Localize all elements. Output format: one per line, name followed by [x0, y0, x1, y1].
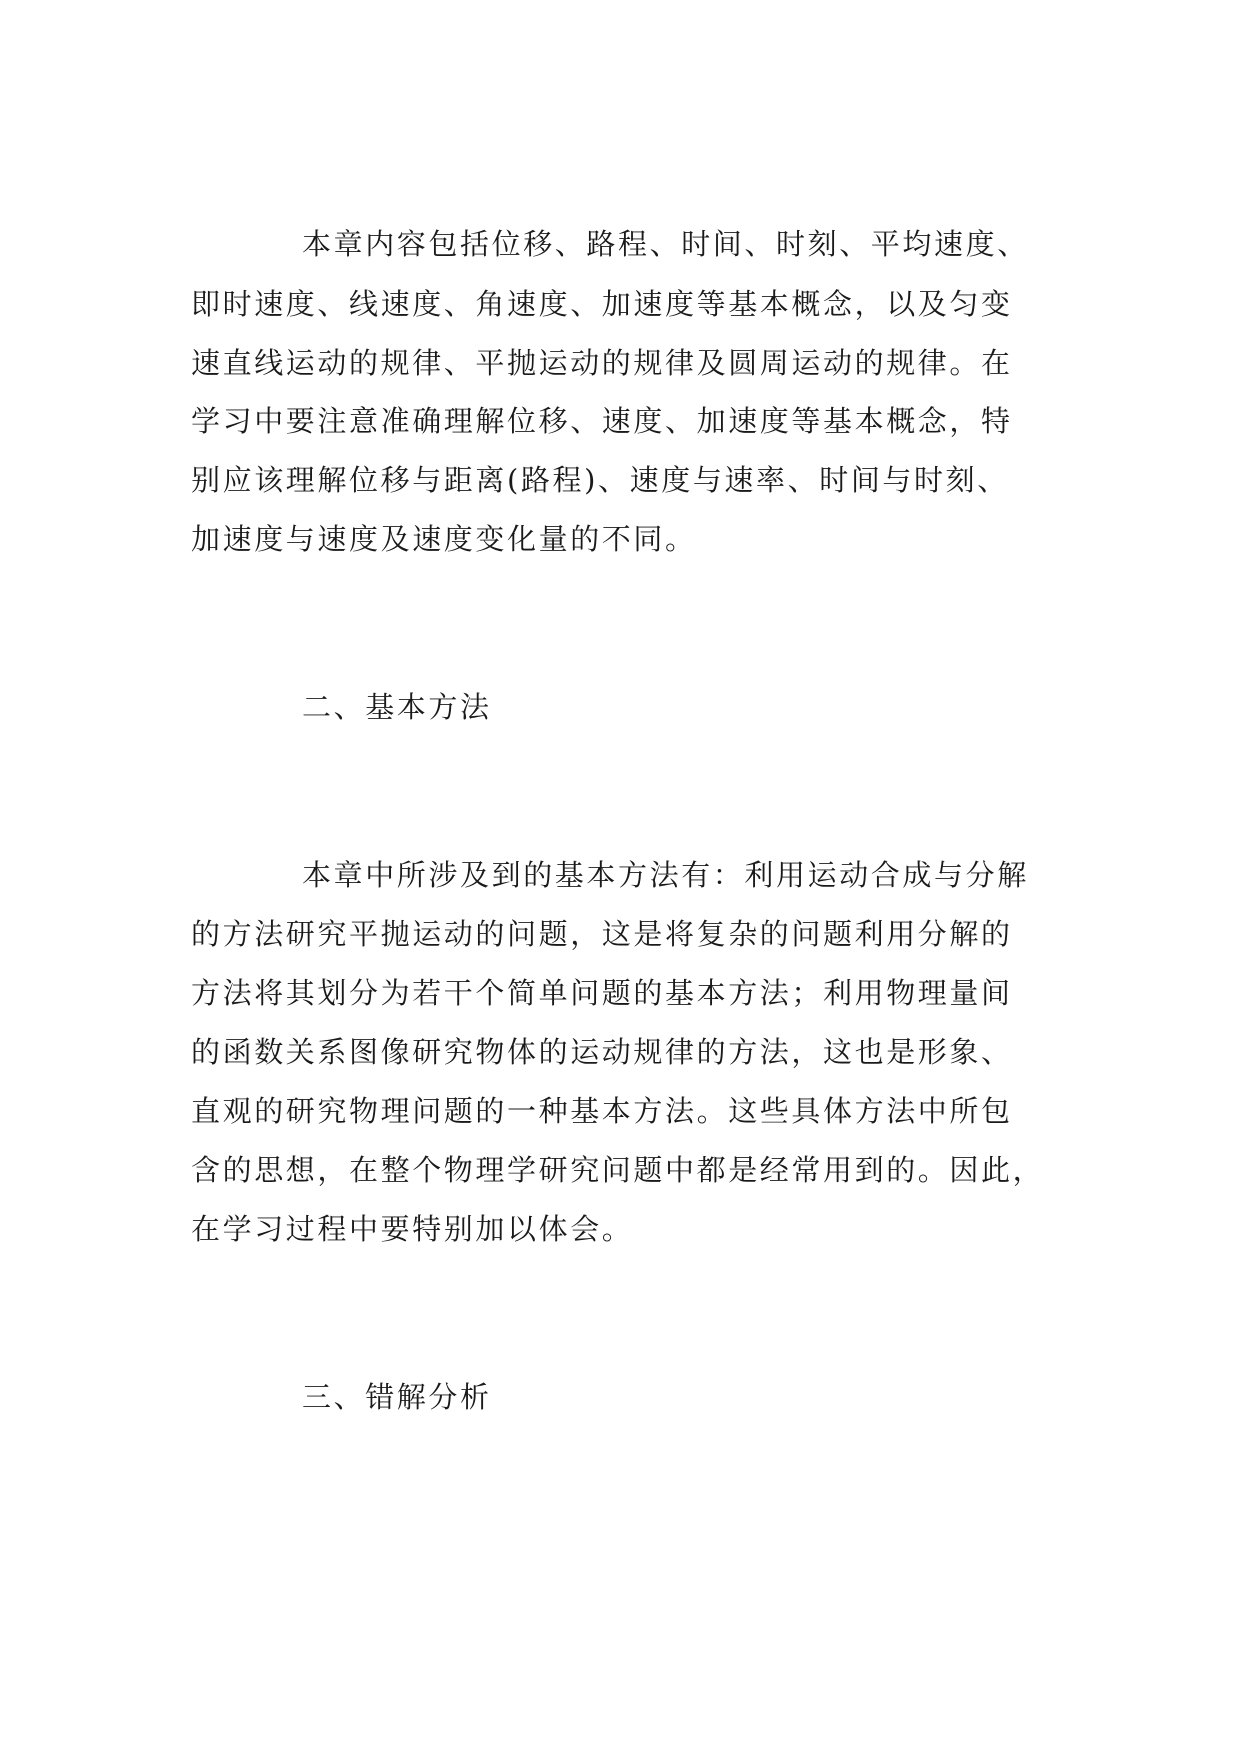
paragraph-line: 方法将其划分为若干个简单问题的基本方法；利用物理量间: [191, 976, 1013, 1010]
paragraph-line: 直观的研究物理问题的一种基本方法。这些具体方法中所包: [191, 1094, 1013, 1128]
paragraph-line: 加速度与速度及速度变化量的不同。: [191, 522, 697, 556]
paragraph-line: 别应该理解位移与距离(路程)、速度与速率、时间与时刻、: [191, 463, 1009, 497]
paragraph-line: 本章中所涉及到的基本方法有：利用运动合成与分解: [302, 858, 1029, 892]
paragraph-line: 学习中要注意准确理解位移、速度、加速度等基本概念，特: [191, 404, 1013, 438]
section-heading-basic-methods: 二、基本方法: [302, 690, 492, 724]
paragraph-line: 的函数关系图像研究物体的运动规律的方法，这也是形象、: [191, 1035, 1013, 1069]
section-heading-error-analysis: 三、错解分析: [302, 1380, 492, 1414]
paragraph-line: 速直线运动的规律、平抛运动的规律及圆周运动的规律。在: [191, 346, 1013, 380]
paragraph-line: 含的思想，在整个物理学研究问题中都是经常用到的。因此，: [191, 1153, 1045, 1187]
paragraph-line: 本章内容包括位移、路程、时间、时刻、平均速度、: [302, 227, 1029, 261]
paragraph-line: 即时速度、线速度、角速度、加速度等基本概念，以及匀变: [191, 287, 1013, 321]
paragraph-line: 的方法研究平抛运动的问题，这是将复杂的问题利用分解的: [191, 917, 1013, 951]
paragraph-line: 在学习过程中要特别加以体会。: [191, 1212, 634, 1246]
